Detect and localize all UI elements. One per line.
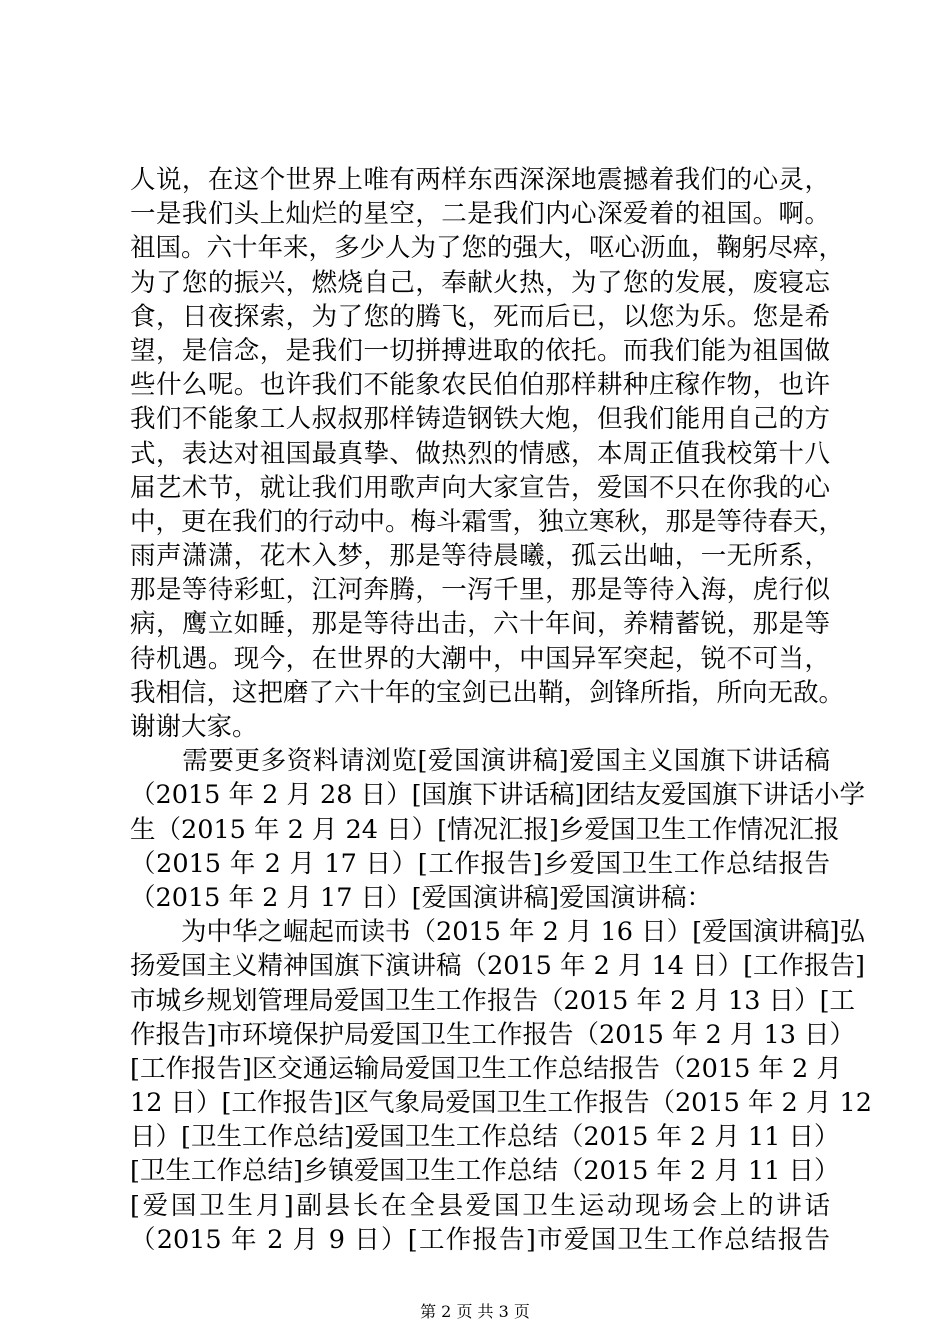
- text-line: [爱国卫生月]副县长在全县爱国卫生运动现场会上的讲话: [130, 1190, 830, 1221]
- text-line: 为了您的振兴，燃烧自己，奉献火热，为了您的发展，废寝忘: [130, 267, 830, 298]
- text-line: 望，是信念，是我们一切拼搏进取的依托。而我们能为祖国做: [130, 335, 830, 366]
- text-line: 雨声潇潇，花木入梦，那是等待晨曦，孤云出岫，一无所系，: [130, 541, 830, 572]
- text-line: [卫生工作总结]乡镇爱国卫生工作总结（2015 年 2 月 11 日）: [130, 1156, 840, 1187]
- text-line: 式，表达对祖国最真挚、做热烈的情感，本周正值我校第十八: [130, 438, 830, 469]
- text-line: 我们不能象工人叔叔那样铸造钢铁大炮，但我们能用自己的方: [130, 404, 830, 435]
- text-line: （2015 年 2 月 9 日）[工作报告]市爱国卫生工作总结报告: [130, 1224, 830, 1255]
- text-line: （2015 年 2 月 17 日）[爱国演讲稿]爱国演讲稿：: [130, 882, 712, 913]
- text-line: 待机遇。现今，在世界的大潮中，中国异军突起，锐不可当，: [130, 643, 830, 674]
- text-line: 为中华之崛起而读书（2015 年 2 月 16 日）[爱国演讲稿]弘: [130, 917, 865, 948]
- text-line: 日）[卫生工作总结]爱国卫生工作总结（2015 年 2 月 11 日）: [130, 1122, 840, 1153]
- text-line: 谢谢大家。: [130, 712, 258, 742]
- text-line: （2015 年 2 月 17 日）[工作报告]乡爱国卫生工作总结报告: [130, 848, 830, 879]
- text-line: 届艺术节，就让我们用歌声向大家宣告，爱国不只在你我的心: [130, 472, 830, 503]
- text-line: 那是等待彩虹，江河奔腾，一泻千里，那是等待入海，虎行似: [130, 575, 830, 606]
- text-line: 一是我们头上灿烂的星空，二是我们内心深爱着的祖国。啊。: [130, 199, 830, 230]
- text-line: 祖国。六十年来，多少人为了您的强大，呕心沥血，鞠躬尽瘁，: [130, 233, 845, 264]
- text-line: 人说，在这个世界上唯有两样东西深深地震撼着我们的心灵，: [130, 165, 830, 195]
- text-line: 需要更多资料请浏览[爱国演讲稿]爱国主义国旗下讲话稿: [130, 746, 830, 777]
- text-line: 扬爱国主义精神国旗下演讲稿（2015 年 2 月 14 日）[工作报告]: [130, 951, 865, 982]
- page-footer: [0, 1302, 950, 1322]
- text-line: 病，鹰立如睡，那是等待出击，六十年间，养精蓄锐，那是等: [130, 609, 830, 640]
- text-line: 生（2015 年 2 月 24 日）[情况汇报]乡爱国卫生工作情况汇报: [130, 814, 840, 845]
- page-number: 第 2 页 共 3 页: [420, 1302, 530, 1321]
- document-body: [130, 163, 872, 1257]
- text-line: [工作报告]区交通运输局爱国卫生工作总结报告（2015 年 2 月: [130, 1053, 842, 1084]
- text-line: （2015 年 2 月 28 日）[国旗下讲话稿]团结友爱国旗下讲话小学: [130, 780, 865, 811]
- text-line: 我相信，这把磨了六十年的宝剑已出鞘，剑锋所指，所向无敌。: [130, 677, 845, 708]
- text-line: 12 日）[工作报告]区气象局爱国卫生工作报告（2015 年 2 月 12: [130, 1088, 872, 1119]
- text-line: 些什么呢。也许我们不能象农民伯伯那样耕种庄稼作物，也许: [130, 370, 830, 401]
- text-line: 作报告]市环境保护局爱国卫生工作报告（2015 年 2 月 13 日）: [130, 1019, 856, 1050]
- text-line: 食，日夜探索，为了您的腾飞，死而后已，以您为乐。您是希: [130, 301, 830, 332]
- text-line: 中，更在我们的行动中。梅斗霜雪，独立寒秋，那是等待春天，: [130, 506, 845, 537]
- text-line: 市城乡规划管理局爱国卫生工作报告（2015 年 2 月 13 日）[工: [130, 985, 856, 1016]
